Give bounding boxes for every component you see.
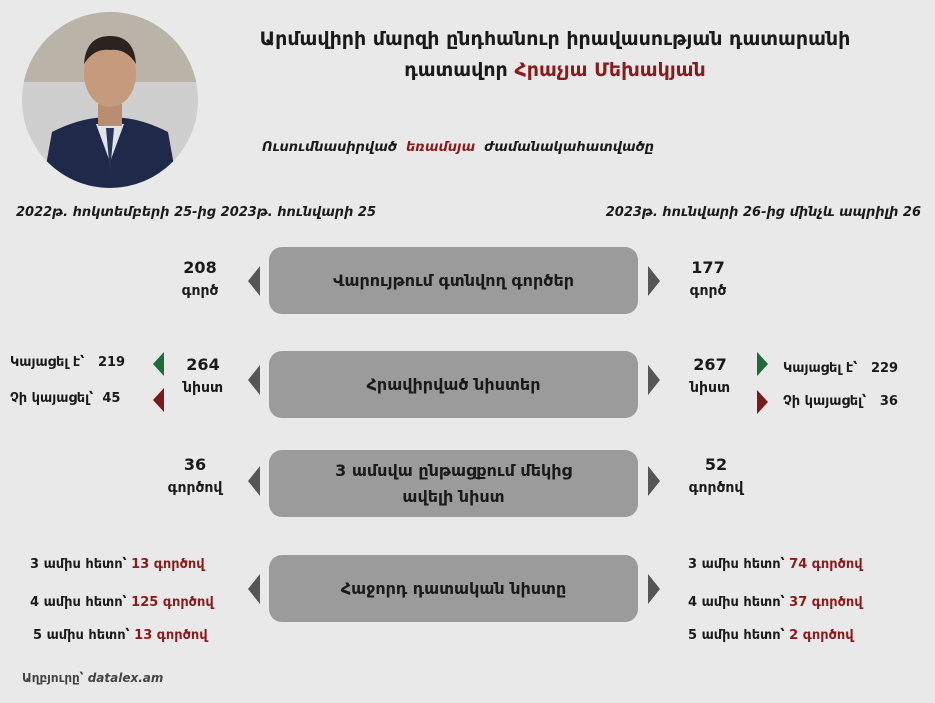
period-highlight: եռամսյա (406, 140, 476, 155)
row2-right-arrow-icon (648, 365, 660, 395)
source-label: Աղբյուրը՝ (22, 671, 84, 685)
row2-label-box (269, 351, 638, 418)
judge-name: Հրաչյա Մեխակյան (514, 59, 706, 81)
row4-right-item (688, 557, 863, 572)
row3-left-value: 36 (183, 455, 207, 474)
row3-left-unit: գործով (167, 480, 223, 496)
row1-label-box (269, 247, 638, 314)
source-site: datalex.am (87, 671, 164, 685)
row4-right-item-value: 37 գործով (789, 595, 863, 610)
row4-left-item (33, 628, 208, 643)
row1-left-arrow-icon (248, 266, 260, 296)
row1-left-stat (160, 257, 240, 303)
period-prefix: Ուսումնասիրված (262, 140, 397, 155)
period-suffix: ժամանակահատվածը (484, 140, 655, 155)
row4-left-item-value: 125 գործով (131, 595, 214, 610)
row4-right-item-label: 5 ամիս հետո՝ (688, 628, 785, 643)
row3-right-value: 52 (704, 455, 728, 474)
judge-portrait (22, 12, 198, 188)
row4-right-item (688, 595, 863, 610)
row2-left-held-label: Կայացել է՝ (10, 355, 85, 370)
row3-left-arrow-icon (248, 466, 260, 496)
row2-right-up-icon (757, 352, 768, 376)
row2-left-held-value: 219 (97, 355, 126, 370)
row2-left-value: 264 (186, 355, 220, 374)
row2-label: Հրավիրված նիստեր (366, 374, 541, 394)
row2-left-not-held-value: 45 (102, 391, 121, 406)
row4-label-box (269, 555, 638, 622)
row4-left-arrow-icon (248, 574, 260, 604)
row2-right-held-label: Կայացել է՝ (783, 361, 858, 376)
title-prefix: դատավոր (404, 59, 508, 81)
row2-right-down-icon (757, 390, 768, 414)
row1-right-stat (668, 257, 748, 303)
row1-right-value: 177 (691, 258, 725, 277)
row3-label-line2: ավելի նիստ (402, 486, 505, 506)
row4-left-item-label: 4 ամիս հետո՝ (30, 595, 127, 610)
right-period: 2023թ. հունվարի 26-ից մինչև ապրիլի 26 (605, 205, 921, 220)
row2-left-unit: նիստ (182, 380, 224, 396)
judge-photo-icon (22, 12, 198, 188)
period-note (262, 140, 654, 155)
row1-left-value: 208 (183, 258, 217, 277)
row2-right-value: 267 (693, 355, 727, 374)
page-title (205, 24, 905, 86)
row4-right-item-value: 74 գործով (789, 557, 863, 572)
row2-left-arrow-icon (248, 365, 260, 395)
row4-left-item (30, 595, 214, 610)
row2-right-held-value: 229 (870, 361, 899, 376)
row3-right-arrow-icon (648, 466, 660, 496)
row2-left-stat (163, 354, 243, 400)
row1-right-arrow-icon (648, 266, 660, 296)
row3-label-line1: 3 ամսվա ընթացքում մեկից (335, 460, 572, 480)
row3-label-box (269, 450, 638, 517)
row3-right-stat (676, 454, 756, 500)
row1-left-unit: գործ (181, 283, 219, 299)
row4-left-item-label: 3 ամիս հետո՝ (30, 557, 127, 572)
row1-label: Վարույթում գտնվող գործեր (333, 270, 574, 290)
row2-left-not-held-label: Չի կայացել՝ (10, 391, 94, 406)
row2-right-stat (670, 354, 750, 400)
row4-left-item-label: 5 ամիս հետո՝ (33, 628, 130, 643)
row2-right-not-held-value: 36 (879, 394, 898, 409)
source-note (22, 671, 163, 685)
row2-left-held (10, 355, 125, 370)
row4-right-item-label: 4 ամիս հետո՝ (688, 595, 785, 610)
row2-right-not-held-label: Չի կայացել՝ (783, 394, 867, 409)
left-period: 2022թ. հոկտեմբերի 25-ից 2023թ. հունվարի 25 (16, 205, 376, 220)
row4-right-item-label: 3 ամիս հետո՝ (688, 557, 785, 572)
row1-right-unit: գործ (689, 283, 727, 299)
row4-right-arrow-icon (648, 574, 660, 604)
title-line-1: Արմավիրի մարզի ընդհանուր իրավասության դատարանի (259, 28, 851, 50)
title-line-2 (205, 55, 905, 86)
row4-left-item (30, 557, 205, 572)
row2-right-held (783, 361, 898, 376)
row4-left-item-value: 13 գործով (134, 628, 208, 643)
row4-right-item (688, 628, 854, 643)
row2-left-not-held (10, 391, 120, 406)
row2-right-unit: նիստ (689, 380, 731, 396)
row3-left-stat (155, 454, 235, 500)
row3-right-unit: գործով (688, 480, 744, 496)
row2-right-not-held (783, 394, 898, 409)
row4-label: Հաջորդ դատական նիստը (340, 578, 567, 598)
row4-right-item-value: 2 գործով (789, 628, 854, 643)
row4-left-item-value: 13 գործով (131, 557, 205, 572)
